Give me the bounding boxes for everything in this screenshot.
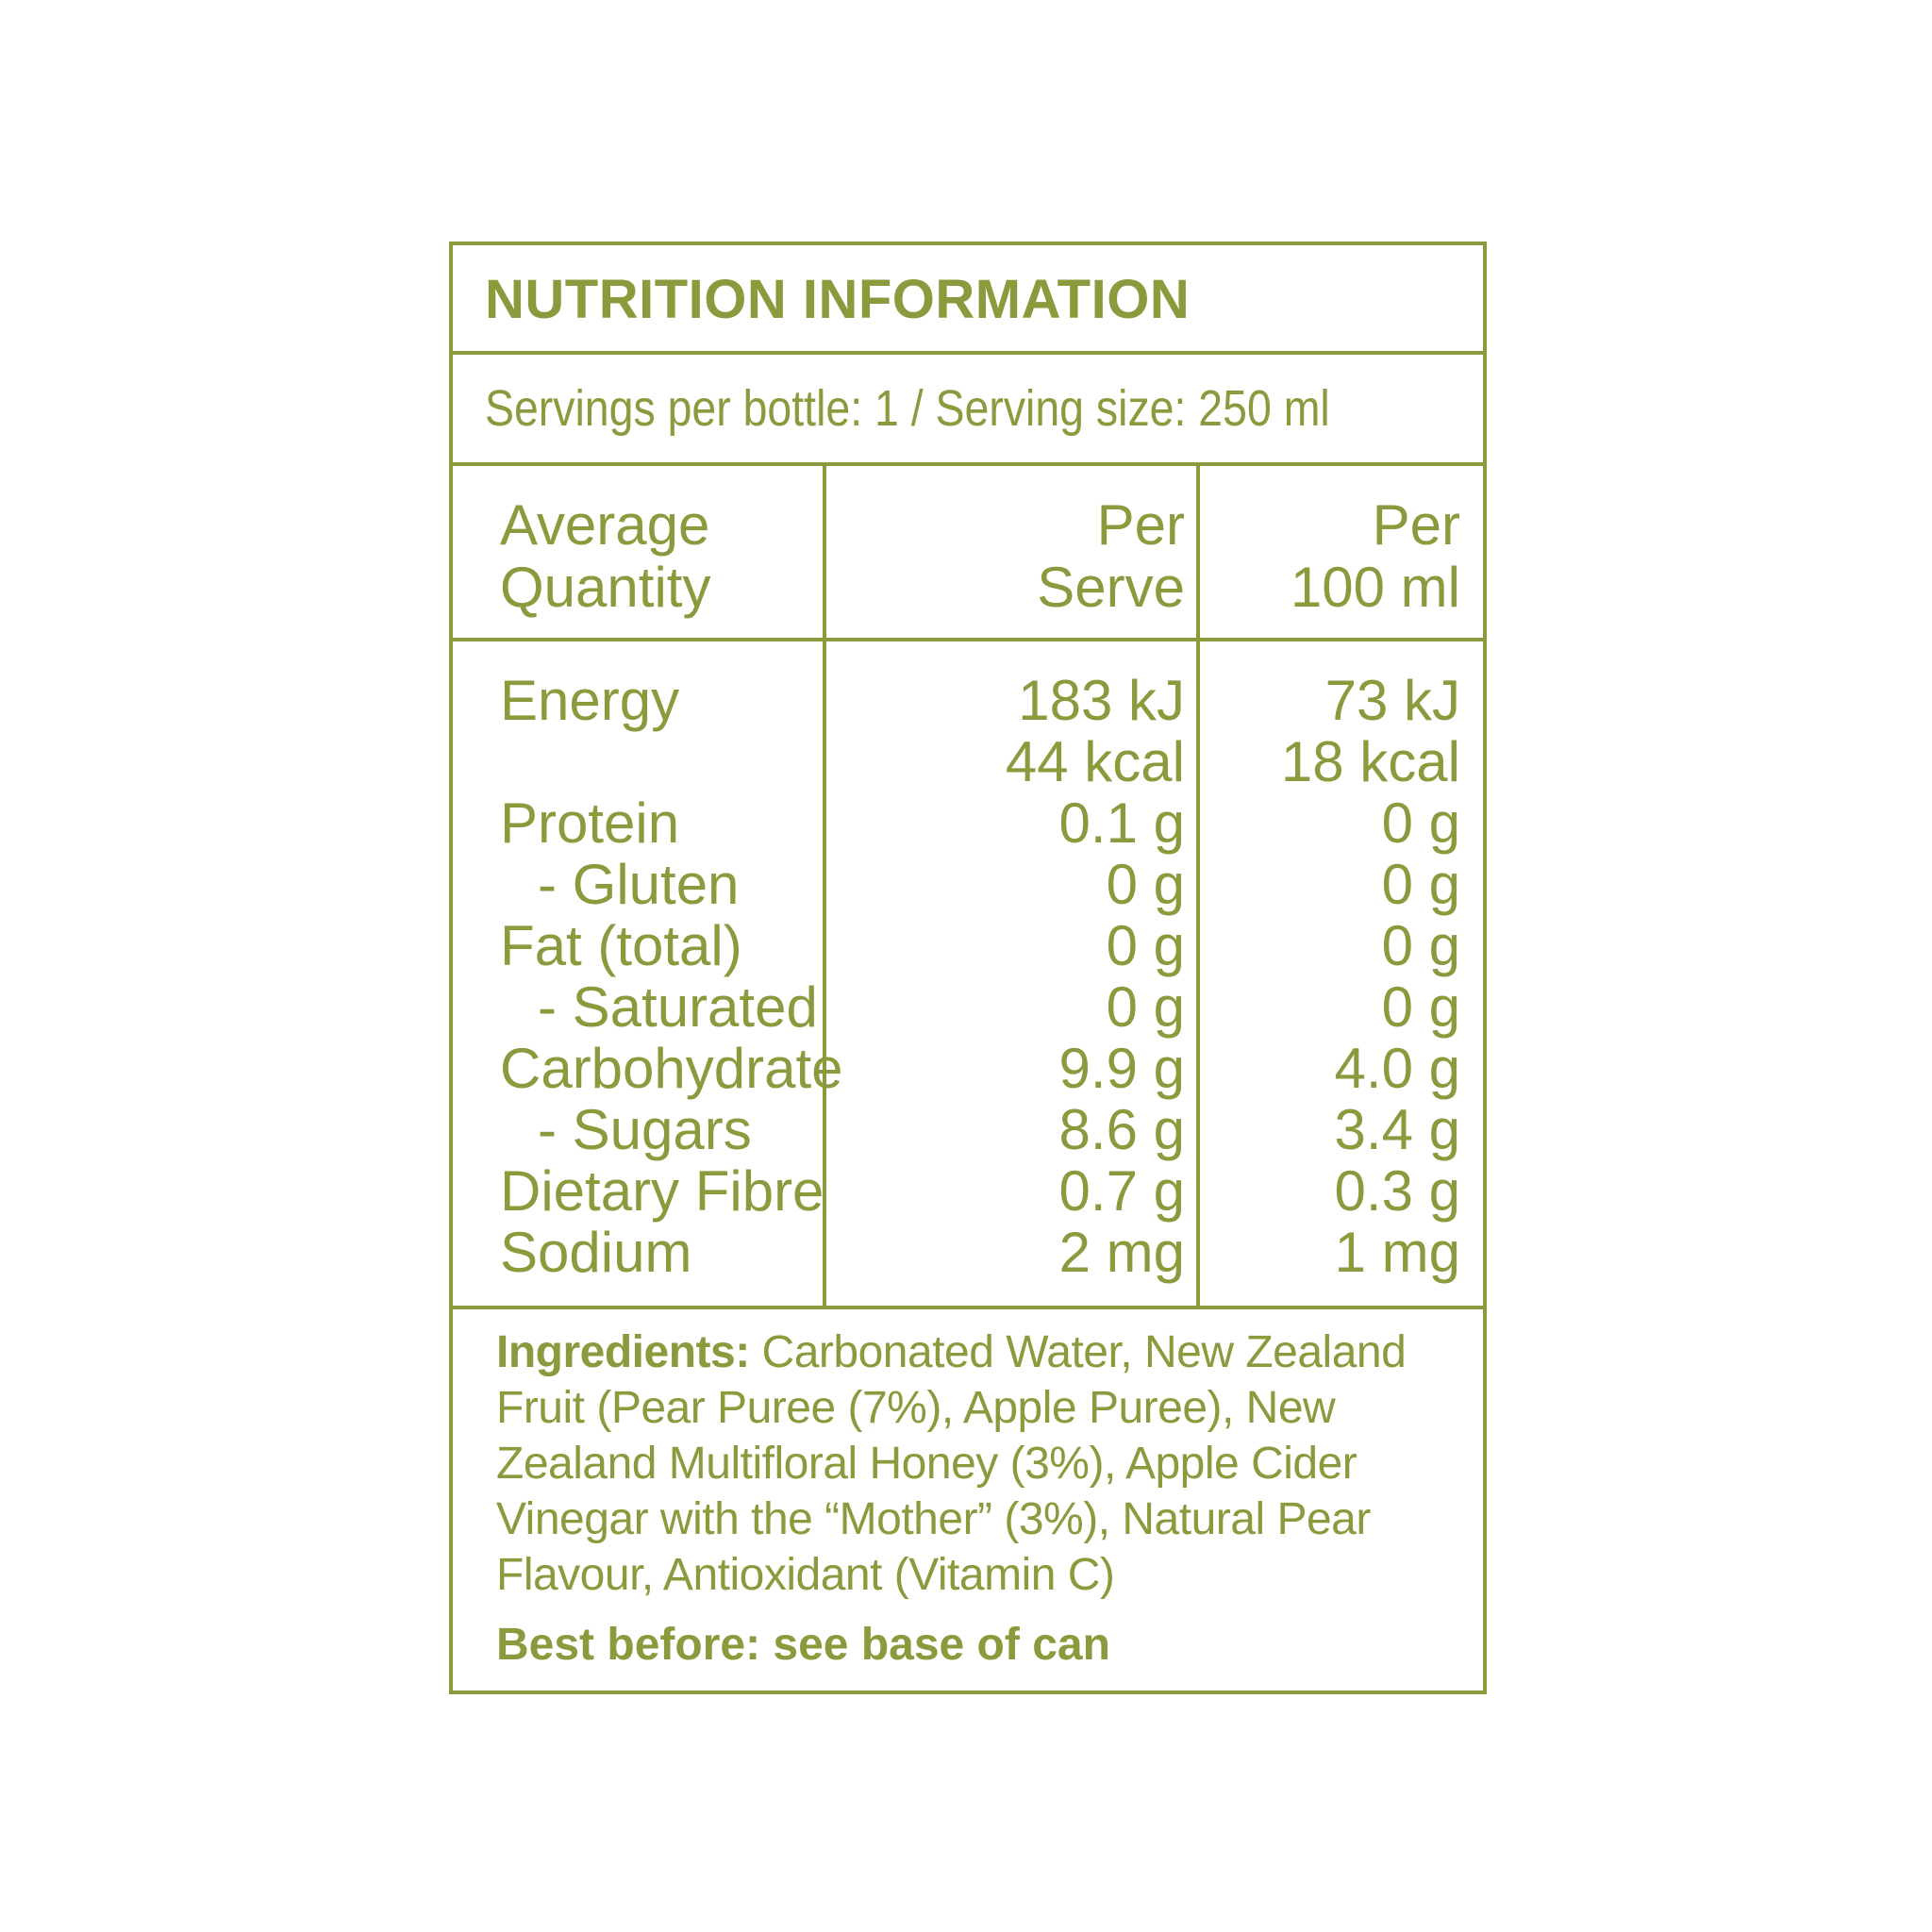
- best-before: Best before: see base of can: [496, 1620, 1110, 1670]
- header-average-quantity: Average Quantity: [500, 493, 711, 619]
- table-row: [453, 976, 1483, 1038]
- nutrient-rows: [453, 670, 1483, 1283]
- value-per-100ml: 4.0 g: [1334, 1037, 1460, 1100]
- nutrient-table-body: [453, 641, 1483, 1309]
- ingredients-text: [496, 1324, 1477, 1603]
- nutrient-name: Protein: [500, 791, 680, 855]
- value-per-serve: 0 g: [1106, 853, 1185, 916]
- table-header: [453, 466, 1483, 641]
- title-row: [453, 245, 1483, 355]
- value-per-serve: 0 g: [1106, 975, 1185, 1039]
- value-per-100ml: 73 kJ 18 kcal: [1280, 669, 1460, 793]
- servings-row: [453, 355, 1483, 466]
- value-per-100ml: 0 g: [1381, 791, 1460, 855]
- value-per-100ml: 0 g: [1381, 914, 1460, 977]
- value-per-serve: 0 g: [1106, 914, 1185, 977]
- value-per-serve: 2 mg: [1058, 1221, 1185, 1284]
- value-per-serve: 0.1 g: [1058, 791, 1185, 855]
- nutrient-name: Energy: [500, 669, 680, 732]
- value-per-100ml: 0 g: [1381, 853, 1460, 916]
- table-row: [453, 792, 1483, 854]
- servings-info: Servings per bottle: 1 / Serving size: 250 ml: [485, 380, 1330, 437]
- table-row: [453, 915, 1483, 976]
- nutrient-name: Carbohydrate: [500, 1037, 843, 1100]
- value-per-serve: 8.6 g: [1058, 1098, 1185, 1161]
- panel-title: NUTRITION INFORMATION: [485, 269, 1191, 330]
- value-per-100ml: 3.4 g: [1334, 1098, 1460, 1161]
- value-per-serve: 9.9 g: [1058, 1037, 1185, 1100]
- nutrient-name: - Saturated: [538, 975, 818, 1039]
- value-per-100ml: 0.3 g: [1334, 1159, 1460, 1223]
- nutrition-panel: [449, 242, 1487, 1694]
- table-row: [453, 1160, 1483, 1222]
- nutrient-name: Dietary Fibre: [500, 1159, 824, 1223]
- table-row: [453, 1099, 1483, 1160]
- value-per-serve: 183 kJ 44 kcal: [1005, 669, 1185, 793]
- table-row: [453, 1038, 1483, 1099]
- value-per-100ml: 0 g: [1381, 975, 1460, 1039]
- table-row: [453, 854, 1483, 915]
- ingredients-label: Ingredients:: [496, 1327, 750, 1377]
- nutrient-name: - Sugars: [538, 1098, 752, 1161]
- header-per-100ml: Per 100 ml: [1290, 493, 1460, 619]
- value-per-100ml: 1 mg: [1334, 1221, 1460, 1284]
- header-per-serve: Per Serve: [1037, 493, 1185, 619]
- table-row: [453, 1222, 1483, 1283]
- value-per-serve: 0.7 g: [1058, 1159, 1185, 1223]
- ingredients-list: Carbonated Water, New Zealand Fruit (Pear Puree (7%), Apple Puree), New Zealand Multifloral Honey (3%), Apple Cider Vinegar with the “Mother” (3%), Natural Pear Flavour, Antioxidant (Vitamin C): [496, 1327, 1407, 1600]
- nutrient-name: Fat (total): [500, 914, 742, 977]
- nutrient-name: Sodium: [500, 1221, 692, 1284]
- nutrient-name: - Gluten: [538, 853, 740, 916]
- table-row: [453, 670, 1483, 792]
